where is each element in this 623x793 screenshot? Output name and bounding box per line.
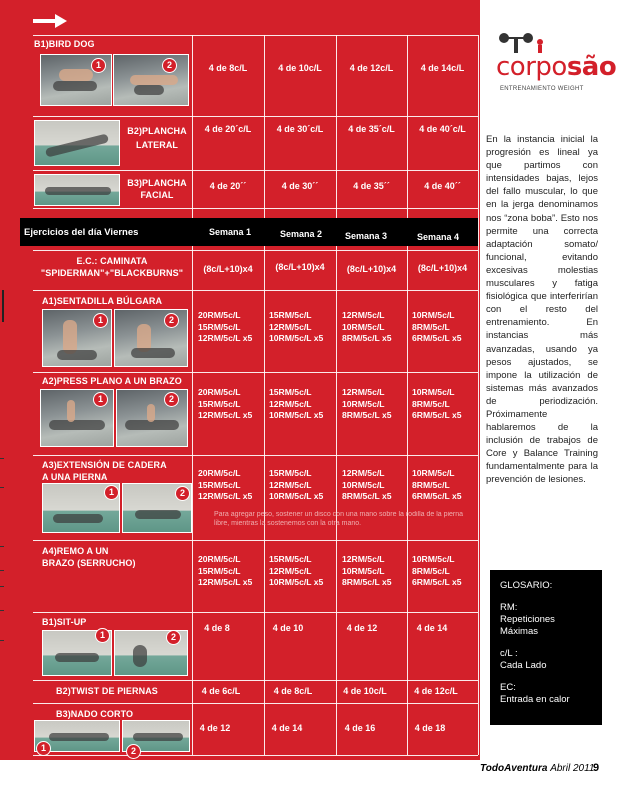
brand-tagline: ENTRENAMIENTO WEIGHT bbox=[500, 86, 584, 92]
value-line: 20RM/5c/L bbox=[198, 387, 241, 397]
exercise-label: "SPIDERMAN"+"BLACKBURNS" bbox=[40, 268, 184, 278]
value-line: 12RM/5c/L bbox=[269, 398, 312, 409]
step-badge: 2 bbox=[175, 486, 190, 501]
glossary-def: Repeticiones bbox=[500, 614, 555, 625]
exercise-label: B2)PLANCHA bbox=[127, 126, 187, 136]
value-cell: (8c/L+10)x4 bbox=[203, 264, 253, 274]
value-line: 12RM/5c/L bbox=[269, 479, 312, 490]
value-cell: 4 de 8c/L bbox=[208, 63, 248, 73]
value-line: 6RM/5c/L x5 bbox=[412, 577, 462, 587]
value-line: 12RM/5c/L bbox=[342, 554, 385, 564]
value-line: 20RM/5c/L bbox=[198, 468, 241, 478]
magazine-footer: TodoAventura Abril 2011 bbox=[480, 763, 595, 774]
value-cell: 4 de 10c/L bbox=[343, 686, 387, 696]
value-cell: 4 de 30´´ bbox=[281, 181, 319, 191]
step-badge: 2 bbox=[126, 744, 141, 759]
value-line: 20RM/5c/L bbox=[198, 554, 241, 564]
value-line: 10RM/5c/L x5 bbox=[269, 577, 324, 587]
value-line: 10RM/5c/L x5 bbox=[269, 491, 324, 501]
value-cell: 4 de 18 bbox=[414, 723, 446, 733]
exercise-label: B3)PLANCHA bbox=[127, 178, 187, 188]
value-line: 15RM/5c/L bbox=[198, 479, 241, 490]
exercise-label: BRAZO (SERRUCHO) bbox=[42, 558, 136, 568]
value-line: 10RM/5c/L bbox=[342, 398, 385, 409]
exercise-label: A2)PRESS PLANO A UN BRAZO bbox=[42, 376, 182, 386]
value-line: 8RM/5c/L bbox=[412, 565, 450, 576]
header-week: Semana 4 bbox=[417, 232, 460, 242]
glossary-box bbox=[490, 570, 602, 725]
page-number: 9 bbox=[593, 762, 600, 774]
value-line: 20RM/5c/L bbox=[198, 310, 241, 320]
value-line: 15RM/5c/L bbox=[269, 468, 312, 478]
value-line: 8RM/5c/L bbox=[412, 398, 450, 409]
glossary-title: GLOSARIO: bbox=[500, 580, 553, 591]
step-badge: 1 bbox=[104, 485, 119, 500]
value-cell: 4 de 20´c/L bbox=[204, 124, 252, 134]
exercise-label: B1)BIRD DOG bbox=[34, 39, 95, 49]
value-cell: (8c/L+10)x4 bbox=[275, 262, 325, 272]
value-line: 8RM/5c/L bbox=[412, 321, 450, 332]
value-cell: 4 de 12 bbox=[199, 723, 231, 733]
value-line: 15RM/5c/L bbox=[269, 554, 312, 564]
exercise-note: Para agregar peso, sostener un disco con una mano sobre la rodilla de la pierna libre, mientras la sostenemos con la otra mano. bbox=[214, 511, 464, 527]
glossary-term: c/L : bbox=[500, 648, 518, 659]
exercise-label: A3)EXTENSIÓN DE CADERA bbox=[42, 460, 167, 470]
article-body: En la instancia inicial la progresión es lineal ya que partimos con intensidades bajas, lejos del fallo muscular, lo que en la jerga denominamos nos “zona boba”. Esto nos permite una correcta adaptación somato/ funcional, evitando excesivas molestias musculares y fatiga fisiológica que interferirían con el resto del entrenamiento. En instancias más avanzadas, usando ya pesos ajustados, se impone la utilización de sistemas más avanzados de periodización. Próximamente hablaremos de la inclusión de trabajos de Core y Balance Training fundamentalmente para la prevención de lesiones. bbox=[486, 134, 598, 486]
value-line: 12RM/5c/L bbox=[342, 468, 385, 478]
value-cell: 4 de 10 bbox=[272, 623, 304, 633]
exercise-label: B1)SIT-UP bbox=[42, 617, 87, 627]
glossary-def: Cada Lado bbox=[500, 660, 547, 671]
value-line: 10RM/5c/L bbox=[412, 387, 455, 397]
value-cell: 4 de 10c/L bbox=[278, 63, 322, 73]
value-cell: 4 de 14 bbox=[271, 723, 303, 733]
value-line: 12RM/5c/L bbox=[342, 310, 385, 320]
value-cell: 4 de 8 bbox=[204, 623, 230, 633]
value-line: 15RM/5c/L bbox=[269, 310, 312, 320]
value-line: 10RM/5c/L bbox=[342, 321, 385, 332]
value-line: 8RM/5c/L x5 bbox=[342, 410, 392, 420]
step-badge: 2 bbox=[162, 58, 177, 73]
value-line: 8RM/5c/L x5 bbox=[342, 491, 392, 501]
page-edge-mark bbox=[0, 290, 4, 322]
value-line: 6RM/5c/L x5 bbox=[412, 491, 462, 501]
value-cell: 4 de 8c/L bbox=[273, 686, 313, 696]
exercise-photo bbox=[34, 120, 120, 166]
value-line: 6RM/5c/L x5 bbox=[412, 333, 462, 343]
value-cell: 4 de 6c/L bbox=[201, 686, 241, 696]
step-badge: 2 bbox=[164, 313, 179, 328]
value-line: 10RM/5c/L bbox=[342, 479, 385, 490]
step-badge: 2 bbox=[166, 630, 181, 645]
step-badge: 1 bbox=[36, 741, 51, 756]
exercise-photo bbox=[34, 174, 120, 206]
value-cell: 4 de 40´´ bbox=[424, 181, 461, 191]
exercise-label: FACIAL bbox=[140, 190, 174, 200]
value-line: 12RM/5c/L bbox=[269, 321, 312, 332]
value-line: 12RM/5c/L bbox=[342, 387, 385, 397]
value-line: 12RM/5c/L x5 bbox=[198, 491, 253, 501]
value-cell: 4 de 40´c/L bbox=[419, 124, 466, 134]
value-cell: 4 de 30´c/L bbox=[276, 124, 324, 134]
exercise-label: E.C.: CAMINATA bbox=[76, 256, 148, 266]
exercise-label: A1)SENTADILLA BÚLGARA bbox=[42, 296, 163, 306]
exercise-label: LATERAL bbox=[135, 140, 179, 150]
step-badge: 2 bbox=[164, 392, 179, 407]
brand-logo: corposão bbox=[496, 52, 617, 82]
value-line: 15RM/5c/L bbox=[198, 321, 241, 332]
glossary-def: Máximas bbox=[500, 626, 539, 637]
value-cell: (8c/L+10)x4 bbox=[346, 264, 397, 274]
value-line: 8RM/5c/L x5 bbox=[342, 577, 392, 587]
value-line: 10RM/5c/L bbox=[412, 310, 455, 320]
exercise-label: A UNA PIERNA bbox=[42, 472, 108, 482]
value-cell: 4 de 12c/L bbox=[414, 686, 458, 696]
value-cell: 4 de 12 bbox=[346, 623, 378, 633]
exercise-label: A4)REMO A UN bbox=[42, 546, 109, 556]
value-line: 15RM/5c/L bbox=[269, 387, 312, 397]
value-line: 12RM/5c/L x5 bbox=[198, 410, 253, 420]
value-cell: 4 de 14c/L bbox=[420, 63, 465, 73]
value-cell: (8c/L+10)x4 bbox=[417, 263, 468, 273]
value-cell: 4 de 16 bbox=[344, 723, 376, 733]
value-line: 10RM/5c/L x5 bbox=[269, 333, 324, 343]
value-line: 15RM/5c/L bbox=[198, 398, 241, 409]
value-line: 10RM/5c/L bbox=[412, 554, 455, 564]
step-badge: 1 bbox=[93, 392, 108, 407]
value-cell: 4 de 12c/L bbox=[349, 63, 394, 73]
value-cell: 4 de 20´´ bbox=[209, 181, 247, 191]
value-line: 12RM/5c/L x5 bbox=[198, 333, 253, 343]
value-line: 10RM/5c/L bbox=[342, 565, 385, 576]
value-line: 12RM/5c/L x5 bbox=[198, 577, 253, 587]
value-line: 10RM/5c/L bbox=[412, 468, 455, 478]
value-cell: 4 de 14 bbox=[416, 623, 448, 633]
exercise-photo bbox=[113, 54, 189, 106]
value-cell: 4 de 35´c/L bbox=[348, 124, 395, 134]
glossary-term: RM: bbox=[500, 602, 518, 613]
exercise-label: B3)NADO CORTO bbox=[56, 709, 134, 719]
header-week: Semana 1 bbox=[209, 227, 252, 237]
exercise-label: B2)TWIST DE PIERNAS bbox=[56, 686, 158, 696]
value-line: 8RM/5c/L bbox=[412, 479, 450, 490]
arrow-right-icon bbox=[33, 14, 67, 28]
value-line: 12RM/5c/L bbox=[269, 565, 312, 576]
weightlifter-logo-icon bbox=[498, 32, 548, 54]
value-line: 8RM/5c/L x5 bbox=[342, 333, 392, 343]
glossary-def: Entrada en calor bbox=[500, 694, 570, 705]
value-cell: 4 de 35´´ bbox=[353, 181, 390, 191]
step-badge: 1 bbox=[91, 58, 106, 73]
glossary-term: EC: bbox=[500, 682, 516, 693]
header-week: Semana 3 bbox=[345, 231, 388, 241]
value-line: 10RM/5c/L x5 bbox=[269, 410, 324, 420]
header-week: Semana 2 bbox=[280, 229, 323, 239]
value-line: 15RM/5c/L bbox=[198, 565, 241, 576]
step-badge: 1 bbox=[95, 628, 110, 643]
header-title: Ejercicios del día Viernes bbox=[24, 227, 139, 238]
value-line: 6RM/5c/L x5 bbox=[412, 410, 462, 420]
step-badge: 1 bbox=[93, 313, 108, 328]
